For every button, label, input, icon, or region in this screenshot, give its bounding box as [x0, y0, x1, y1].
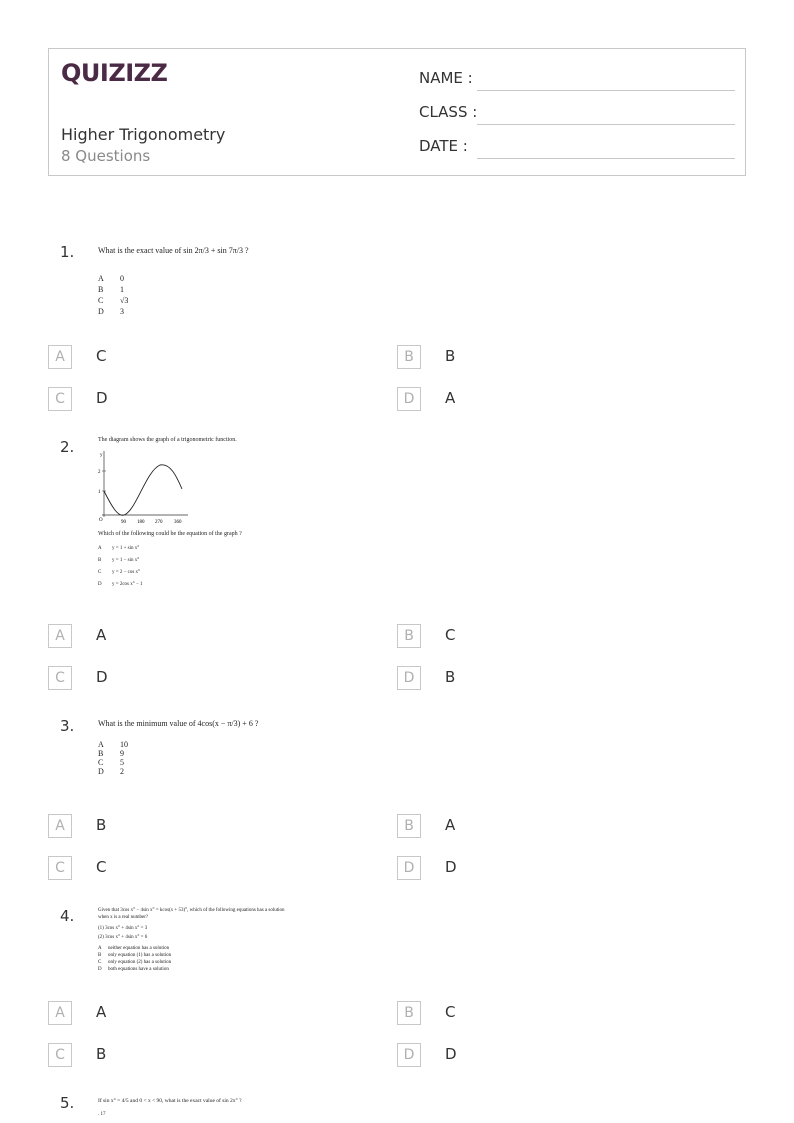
answer-letter-box[interactable]: C — [48, 856, 72, 880]
question-option: A 0 — [98, 274, 124, 283]
graph-y-tick: 1 — [98, 490, 101, 495]
question-option: A 10 — [98, 740, 128, 749]
answer-text: B — [445, 347, 456, 365]
trig-graph — [98, 445, 208, 525]
answer-text: C — [96, 347, 107, 365]
question-option: C only equation (2) has a solution — [98, 960, 172, 965]
question-partial: . 17 — [98, 1112, 106, 1117]
answer-text: C — [445, 1003, 456, 1021]
question-image — [98, 246, 298, 317]
answer-letter-box[interactable]: B — [397, 624, 421, 648]
answer-text: B — [96, 816, 107, 834]
question-option: A y = 1 + sin x° — [98, 546, 140, 551]
question-prompt: Which of the following could be the equation of the graph ? — [98, 531, 242, 537]
name-field[interactable] — [419, 69, 735, 91]
question-number: 1. — [60, 243, 75, 261]
class-label: CLASS : — [419, 103, 478, 121]
answer-letter-box[interactable]: A — [48, 1001, 72, 1025]
question-number: 2. — [60, 438, 75, 456]
worksheet-title: Higher Trigonometry — [61, 125, 226, 144]
answer-text: D — [445, 1045, 457, 1063]
answer-letter-box[interactable]: B — [397, 1001, 421, 1025]
question-stem: The diagram shows the graph of a trigonometric function. — [98, 437, 237, 443]
question-stem: If sin x° = 4/5 and 0 < x < 90, what is the exact value of sin 2x° ? — [98, 1098, 242, 1104]
answer-text: A — [445, 389, 456, 407]
answer-text: D — [96, 389, 108, 407]
answer-text: C — [96, 858, 107, 876]
question-option: B only equation (1) has a solution — [98, 953, 172, 958]
question-option: D y = 2cos x° − 1 — [98, 582, 143, 587]
answer-text: B — [445, 668, 456, 686]
answer-text: A — [445, 816, 456, 834]
answer-letter-box[interactable]: D — [397, 387, 421, 411]
name-label: NAME : — [419, 69, 473, 87]
date-label: DATE : — [419, 137, 468, 155]
question-option: B 9 — [98, 749, 124, 758]
graph-x-tick: 360 — [174, 520, 182, 525]
question-image — [98, 1097, 288, 1119]
question-option: B y = 1 − sin x° — [98, 558, 140, 563]
question-option: C √3 — [98, 296, 129, 305]
question-equation: (1) 3cos x° + 4sin x° = 3 — [98, 926, 148, 931]
question-option: A neither equation has a solution — [98, 946, 170, 951]
question-count: 8 Questions — [61, 147, 151, 165]
answer-text: D — [445, 858, 457, 876]
question-stem: Given that 3cos x° − 4sin x° = kcos(x + 53)°, which of the following equations has a solution when x is a real number? — [98, 908, 285, 920]
class-line — [477, 124, 735, 125]
class-field[interactable] — [419, 103, 735, 125]
date-field[interactable] — [419, 137, 735, 159]
question-option: C y = 2 − cos x° — [98, 570, 141, 575]
question-option: D both equations have a solution — [98, 967, 169, 972]
question-image — [98, 907, 288, 973]
question-stem: What is the exact value of sin 2π/3 + sin 7π/3 ? — [98, 246, 249, 255]
graph-origin: O — [99, 518, 103, 523]
answer-letter-box[interactable]: B — [397, 814, 421, 838]
answer-letter-box[interactable]: D — [397, 856, 421, 880]
graph-x-tick: 180 — [137, 520, 145, 525]
question-number: 3. — [60, 717, 75, 735]
question-number: 5. — [60, 1094, 75, 1112]
question-number: 4. — [60, 907, 75, 925]
answer-letter-box[interactable]: A — [48, 345, 72, 369]
answer-text: A — [96, 626, 107, 644]
question-option: D 3 — [98, 307, 124, 316]
quizizz-logo: QUIZIZZ — [61, 59, 168, 87]
answer-text: D — [96, 668, 108, 686]
answer-letter-box[interactable]: C — [48, 666, 72, 690]
answer-text: A — [96, 1003, 107, 1021]
answer-letter-box[interactable]: C — [48, 387, 72, 411]
question-stem: What is the minimum value of 4cos(x − π/3) + 6 ? — [98, 719, 259, 728]
date-line — [477, 158, 735, 159]
answer-letter-box[interactable]: D — [397, 1043, 421, 1067]
answer-letter-box[interactable]: C — [48, 1043, 72, 1067]
question-option: C 5 — [98, 758, 124, 767]
answer-letter-box[interactable]: B — [397, 345, 421, 369]
answer-letter-box[interactable]: D — [397, 666, 421, 690]
question-option: D 2 — [98, 767, 124, 776]
answer-letter-box[interactable]: A — [48, 814, 72, 838]
question-equation: (2) 3cos x° + 4sin x° = 6 — [98, 935, 148, 940]
graph-y-label: y — [100, 453, 103, 458]
answer-letter-box[interactable]: A — [48, 624, 72, 648]
name-line — [477, 90, 735, 91]
worksheet-header — [48, 48, 746, 176]
question-image — [98, 719, 298, 776]
graph-x-tick: 270 — [155, 520, 163, 525]
answer-text: C — [445, 626, 456, 644]
graph-y-tick: 2 — [98, 470, 101, 475]
graph-x-tick: 90 — [121, 520, 126, 525]
question-image — [98, 437, 298, 591]
answer-text: B — [96, 1045, 107, 1063]
question-option: B 1 — [98, 285, 124, 294]
